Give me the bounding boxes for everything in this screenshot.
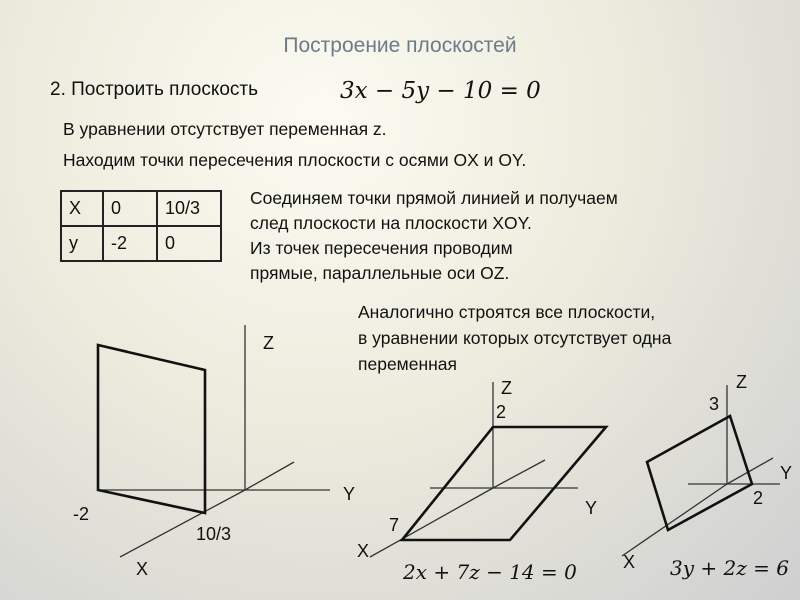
table-cell: -2 [103,226,157,261]
diagram1-x-label: X [136,559,149,579]
analogy-line: переменная [358,354,457,374]
diagram3-y-label: Y [780,463,793,483]
diagram2-seven-label: 7 [389,515,400,535]
explanation-line: прямые, параллельные оси OZ. [250,263,510,283]
note-find-intersections: Находим точки пересечения плоскости с осями OX и OY. [63,150,527,170]
diagram2-z-label: Z [501,378,512,398]
explanation-line: Соединяем точки прямой линией и получаем [250,188,618,208]
diagram1-ten3-label: 10/3 [196,524,232,544]
slide-title: Построение плоскостей [283,34,517,57]
diagram-plane-1 [98,325,330,557]
task-label: 2. Построить плоскость [50,79,259,100]
plane-trace [647,416,752,530]
analogy-line: в уравнении которых отсутствует одна [358,328,672,348]
table-cell: 0 [157,226,221,261]
explanation-line: след плоскости на плоскости XOY. [250,213,532,233]
diagram-plane-3 [622,385,780,556]
table-cell: 10/3 [157,191,221,226]
table-cell: X [61,191,103,226]
table-cell: y [61,226,103,261]
x-axis-negative [245,462,294,490]
table-cell: 0 [103,191,157,226]
diagram1-neg2-label: -2 [73,504,90,524]
diagram3-z-label: Z [736,372,747,392]
diagram3-three-label: 3 [709,394,720,414]
analogy-line: Аналогично строятся все плоскости, [358,302,656,322]
diagram3-x-label: X [623,552,636,572]
diagram2-y-label: Y [585,498,598,518]
x-axis-negative [493,460,545,488]
plane-trace [402,427,606,540]
diagram2-x-label: X [357,541,370,561]
diagram3-two-label: 2 [753,488,764,508]
explanation-line: Из точек пересечения проводим [250,238,513,258]
diagram1-z-label: Z [263,333,274,353]
diagram1-y-label: Y [343,484,356,504]
diagram2-equation: 2x + 7z − 14 = 0 [403,560,577,584]
note-missing-variable: В уравнении отсутствует переменная z. [63,119,387,139]
task-equation: 3x − 5y − 10 = 0 [340,78,541,104]
diagram3-equation: 3y + 2z = 6 [670,556,789,580]
plane-trace [98,345,205,513]
diagram-plane-2 [370,382,606,557]
diagram2-two-label: 2 [496,402,507,422]
x-axis [622,484,727,556]
